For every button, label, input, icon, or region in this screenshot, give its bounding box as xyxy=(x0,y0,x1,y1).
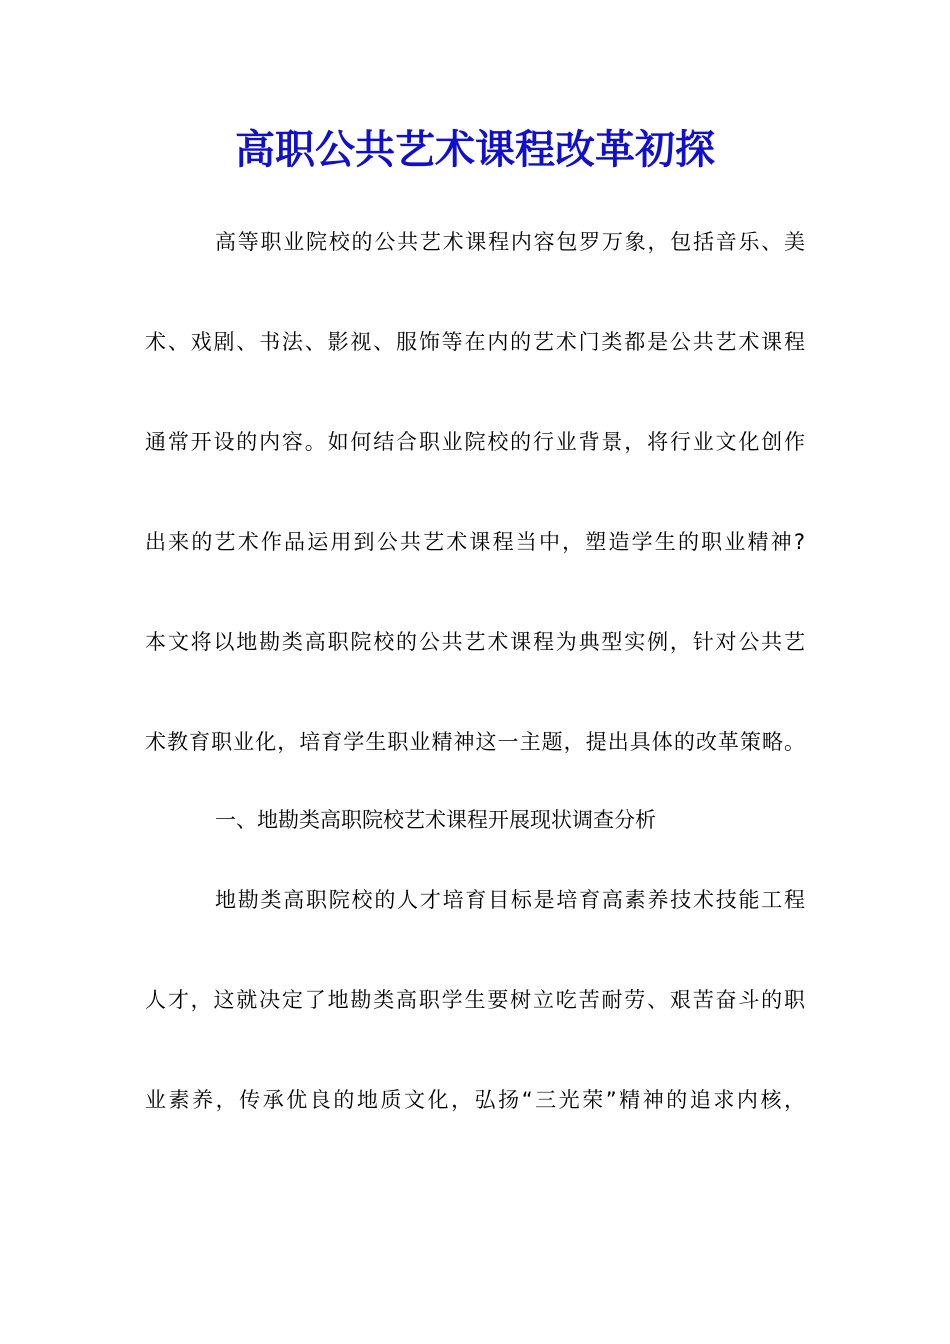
paragraph-line-5: 本文将以地勘类高职院校的公共艺术课程为典型实例，针对公共艺 xyxy=(145,630,805,654)
paragraph-line-9: 业素养，传承优良的地质文化，弘扬“三光荣”精神的追求内核， xyxy=(145,1088,805,1112)
section-heading: 一、地勘类高职院校艺术课程开展现状调查分析 xyxy=(215,808,656,832)
paragraph-line-3: 通常开设的内容。如何结合职业院校的行业背景，将行业文化创作 xyxy=(145,430,805,454)
paragraph-line-1: 高等职业院校的公共艺术课程内容包罗万象，包括音乐、美 xyxy=(215,230,805,254)
paragraph-line-8: 人才，这就决定了地勘类高职学生要树立吃苦耐劳、艰苦奋斗的职 xyxy=(145,988,805,1012)
paragraph-line-2: 术、戏剧、书法、影视、服饰等在内的艺术门类都是公共艺术课程 xyxy=(145,330,805,354)
paragraph-line-7: 地勘类高职院校的人才培育目标是培育高素养技术技能工程 xyxy=(215,888,805,912)
paragraph-line-4: 出来的艺术作品运用到公共艺术课程当中，塑造学生的职业精神? xyxy=(145,530,805,554)
document-title: 高职公共艺术课程改革初探 xyxy=(235,126,715,173)
paragraph-line-6: 术教育职业化，培育学生职业精神这一主题，提出具体的改革策略。 xyxy=(145,730,805,754)
